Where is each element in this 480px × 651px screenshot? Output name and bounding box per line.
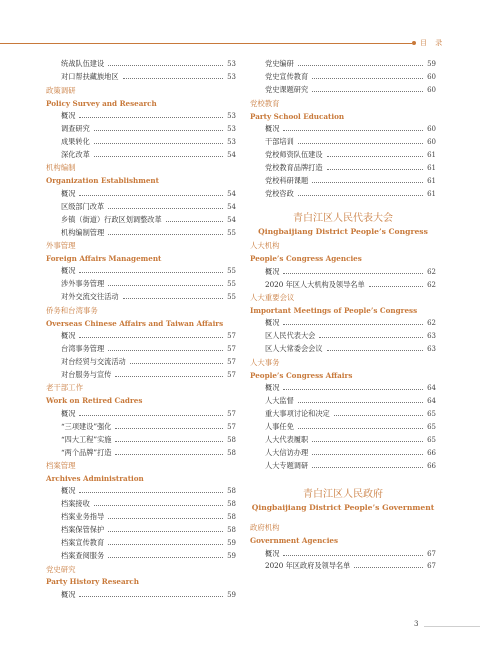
page-ref: 63	[427, 332, 436, 341]
entry-title: “三项建设”强化	[61, 421, 112, 431]
toc-entry[interactable]	[250, 395, 436, 408]
entry-title: 党史课题研究	[265, 85, 309, 95]
page-ref: 54	[227, 151, 236, 160]
entry-title: 对台经贸与交流活动	[61, 357, 126, 367]
running-header: 目 录	[420, 39, 446, 47]
dot-leader	[354, 566, 423, 568]
toc-entry[interactable]	[46, 123, 236, 136]
toc-entry[interactable]	[46, 291, 236, 304]
toc-entry[interactable]	[250, 330, 436, 343]
page-ref: 64	[427, 384, 436, 393]
dot-leader	[312, 466, 423, 468]
page-ref: 59	[427, 60, 436, 69]
dot-leader	[298, 64, 423, 66]
entry-title: 成果转化	[61, 137, 90, 147]
dot-leader	[94, 142, 223, 144]
dot-leader	[298, 142, 423, 144]
dot-leader	[94, 504, 223, 506]
dot-leader	[79, 414, 223, 416]
dot-leader	[283, 272, 423, 274]
entry-title: 台湾事务管理	[61, 344, 105, 354]
dot-leader	[327, 155, 424, 157]
dot-leader	[298, 401, 423, 403]
entry-title: 乡镇（街道）行政区划调整改革	[61, 214, 162, 224]
dot-leader	[298, 427, 423, 429]
page-ref: 55	[227, 280, 236, 289]
page-ref: 54	[227, 202, 236, 211]
entry-title: 人大监督	[265, 396, 294, 406]
entry-title: 人事任免	[265, 421, 294, 431]
page-ref: 55	[227, 228, 236, 237]
dot-leader	[312, 77, 423, 79]
dot-leader	[94, 129, 223, 131]
toc-entry[interactable]	[250, 58, 436, 71]
section-heading-zh: 机构编制	[46, 163, 76, 173]
part-heading-zh: 青白江区人民政府	[303, 489, 383, 501]
toc-entry[interactable]	[46, 71, 236, 84]
entry-title: 人大代表履职	[265, 434, 309, 444]
toc-entry[interactable]	[250, 420, 436, 433]
page-ref: 58	[227, 487, 236, 496]
entry-title: 人大信访办理	[265, 447, 309, 457]
section-heading-zh: 老干部工作	[46, 383, 83, 393]
toc-entry[interactable]	[46, 110, 236, 123]
dot-leader	[108, 543, 223, 545]
entry-title: 概况	[61, 188, 76, 198]
page-ref: 66	[427, 461, 436, 470]
page-ref: 58	[227, 435, 236, 444]
toc-entry[interactable]	[46, 369, 236, 382]
page-ref: 65	[427, 422, 436, 431]
dot-leader	[108, 207, 223, 209]
toc-entry[interactable]	[250, 446, 436, 459]
page-ref: 60	[427, 73, 436, 82]
toc-entry[interactable]	[46, 278, 236, 291]
dot-leader	[115, 440, 223, 442]
section-heading-zh: 政府机构	[250, 523, 280, 533]
toc-entry[interactable]	[250, 278, 436, 291]
page-ref: 55	[227, 267, 236, 276]
dot-leader	[130, 362, 223, 364]
entry-title: 档案接收	[61, 499, 90, 509]
dot-leader	[319, 336, 423, 338]
section-heading-en: Government Agencies	[250, 536, 339, 546]
toc-entry[interactable]	[250, 382, 436, 395]
section-heading-en: Party History Research	[46, 577, 140, 587]
dot-leader	[79, 194, 223, 196]
page-number: 3	[414, 620, 419, 628]
dot-leader	[166, 220, 223, 222]
section-heading-en: Policy Survey and Research	[46, 98, 157, 108]
entry-title: 2020 年区政府及领导名单	[265, 561, 351, 571]
toc-entry[interactable]	[46, 498, 236, 511]
header-rule	[0, 43, 412, 44]
dot-leader	[108, 233, 223, 235]
entry-title: 区级部门改革	[61, 201, 105, 211]
page-ref: 53	[227, 60, 236, 69]
page-ref: 61	[427, 176, 436, 185]
dot-leader	[327, 168, 424, 170]
part-heading-en: Qingbaijiang District People’s Congress	[258, 227, 428, 237]
page-ref: 58	[227, 448, 236, 457]
dot-leader	[79, 336, 223, 338]
dot-leader	[108, 349, 223, 351]
page-ref: 60	[427, 138, 436, 147]
dot-leader	[79, 491, 223, 493]
dot-leader	[94, 155, 223, 157]
toc-entry[interactable]	[46, 213, 236, 226]
toc-entry[interactable]	[250, 123, 436, 136]
section-heading-en: Work on Retired Cadres	[46, 396, 143, 406]
page-ref: 58	[227, 526, 236, 535]
entry-title: 区人大常委会会议	[265, 344, 323, 354]
toc-entry[interactable]	[46, 550, 236, 563]
toc-entry[interactable]	[250, 149, 436, 162]
page-ref: 61	[427, 189, 436, 198]
toc-entry[interactable]	[46, 407, 236, 420]
entry-title: 概况	[61, 408, 76, 418]
dot-leader	[79, 116, 223, 118]
toc-entry[interactable]	[46, 226, 236, 239]
entry-title: 概况	[61, 589, 76, 599]
dot-leader	[108, 64, 223, 66]
entry-title: “四大工程”实施	[61, 434, 112, 444]
section-heading-zh: 党校教育	[250, 98, 280, 108]
entry-title: 党校师资队伍建设	[265, 150, 323, 160]
section-heading-zh: 党史研究	[46, 564, 76, 574]
section-heading-zh: 人大事务	[250, 357, 280, 367]
entry-title: 党史宣传教育	[265, 72, 309, 82]
page-ref: 67	[427, 549, 436, 558]
entry-title: 党校科研课题	[265, 175, 309, 185]
entry-title: 档案保管保护	[61, 525, 105, 535]
page-ref: 59	[227, 539, 236, 548]
toc-entry[interactable]	[250, 560, 436, 573]
section-heading-en: Organization Establishment	[46, 176, 159, 186]
section-heading-en: Overseas Chinese Affairs and Taiwan Affairs	[46, 318, 224, 328]
section-heading-zh: 外事管理	[46, 241, 76, 251]
dot-leader	[79, 271, 223, 273]
dot-leader	[327, 349, 424, 351]
dot-leader	[283, 388, 423, 390]
toc-entry[interactable]	[46, 187, 236, 200]
page-ref: 54	[227, 189, 236, 198]
page-ref: 62	[427, 267, 436, 276]
page-ref: 61	[427, 151, 436, 160]
page-ref: 53	[227, 112, 236, 121]
page-ref: 54	[227, 215, 236, 224]
dot-leader	[115, 375, 223, 377]
entry-title: 调查研究	[61, 124, 90, 134]
section-heading-en: People’s Congress Agencies	[250, 254, 362, 264]
entry-title: 机构编制管理	[61, 227, 105, 237]
dot-leader	[115, 427, 223, 429]
toc-entry[interactable]	[46, 330, 236, 343]
page-ref: 60	[427, 125, 436, 134]
entry-title: 区人民代表大会	[265, 331, 316, 341]
entry-title: 概况	[61, 266, 76, 276]
page-ref: 61	[427, 163, 436, 172]
dot-leader	[108, 556, 223, 558]
page-ref: 57	[227, 370, 236, 379]
dot-leader	[334, 414, 423, 416]
dot-leader	[369, 285, 423, 287]
entry-title: 档案业务指导	[61, 512, 105, 522]
section-heading-en: Foreign Affairs Management	[46, 254, 162, 264]
page-ref: 59	[227, 590, 236, 599]
page-ref: 53	[227, 138, 236, 147]
page-ref: 60	[427, 86, 436, 95]
toc-entry[interactable]	[46, 588, 236, 601]
entry-title: 概况	[61, 486, 76, 496]
page-ref: 58	[227, 500, 236, 509]
entry-title: 档案宣传教育	[61, 538, 105, 548]
entry-title: 对外交流交往活动	[61, 292, 119, 302]
dot-leader	[123, 77, 224, 79]
entry-title: 2020 年区人大机构及领导名单	[265, 279, 365, 289]
section-heading-en: People’s Congress Affairs	[250, 370, 353, 380]
dot-leader	[108, 517, 223, 519]
dot-leader	[312, 181, 423, 183]
section-heading-en: Archives Administration	[46, 473, 144, 483]
section-heading-en: Party School Education	[250, 111, 345, 121]
toc-entry[interactable]	[46, 446, 236, 459]
dot-leader	[283, 129, 423, 131]
section-heading-zh: 侨务和台湾事务	[46, 305, 98, 315]
dot-leader	[79, 595, 223, 597]
toc-entry[interactable]	[46, 356, 236, 369]
page-ref: 58	[227, 513, 236, 522]
section-heading-en: Important Meetings of People’s Congress	[250, 305, 418, 315]
page-ref: 65	[427, 435, 436, 444]
entry-title: 干部培训	[265, 137, 294, 147]
dot-leader	[312, 90, 423, 92]
toc-entry[interactable]	[250, 459, 436, 472]
toc-entry[interactable]	[46, 149, 236, 162]
dot-leader	[283, 323, 423, 325]
dot-leader	[283, 554, 423, 556]
page-ref: 57	[227, 409, 236, 418]
footer-rule	[424, 626, 480, 627]
page-ref: 67	[427, 562, 436, 571]
toc-entry[interactable]	[46, 58, 236, 71]
page-ref: 57	[227, 422, 236, 431]
toc-entry[interactable]	[250, 187, 436, 200]
toc-entry[interactable]	[250, 84, 436, 97]
part-heading-zh: 青白江区人民代表大会	[293, 213, 393, 225]
toc-entry[interactable]	[46, 485, 236, 498]
entry-title: 概况	[61, 331, 76, 341]
dot-leader	[123, 297, 224, 299]
toc-entry[interactable]	[250, 162, 436, 175]
toc-entry[interactable]	[46, 537, 236, 550]
toc-entry[interactable]	[46, 433, 236, 446]
page-ref: 63	[427, 345, 436, 354]
page-ref: 57	[227, 332, 236, 341]
entry-title: 概况	[265, 124, 280, 134]
entry-title: 深化改革	[61, 150, 90, 160]
entry-title: 对口帮扶藏族地区	[61, 72, 119, 82]
toc-entry[interactable]	[46, 420, 236, 433]
entry-title: 概况	[61, 111, 76, 121]
page-ref: 57	[227, 345, 236, 354]
toc-entry[interactable]	[250, 343, 436, 356]
section-heading-zh: 档案管理	[46, 461, 76, 471]
entry-title: 档案查阅服务	[61, 551, 105, 561]
entry-title: 涉外事务管理	[61, 279, 105, 289]
part-heading-en: Qingbaijiang District People’s Government	[251, 503, 435, 513]
page-ref: 62	[427, 280, 436, 289]
page-ref: 55	[227, 293, 236, 302]
entry-title: 党史编研	[265, 59, 294, 69]
header-rule-dot	[412, 41, 416, 45]
toc-entry[interactable]	[46, 343, 236, 356]
dot-leader	[298, 194, 423, 196]
page-ref: 62	[427, 319, 436, 328]
dot-leader	[108, 284, 223, 286]
page-ref: 66	[427, 448, 436, 457]
toc-entry[interactable]	[250, 433, 436, 446]
page-ref: 64	[427, 397, 436, 406]
spacer	[250, 472, 436, 482]
entry-title: 概况	[265, 548, 280, 558]
toc-entry[interactable]	[250, 71, 436, 84]
toc-entry[interactable]	[250, 317, 436, 330]
page-ref: 57	[227, 358, 236, 367]
entry-title: 重大事项讨论和决定	[265, 408, 330, 418]
page-ref: 65	[427, 409, 436, 418]
page-ref: 53	[227, 73, 236, 82]
toc-entry[interactable]	[250, 265, 436, 278]
section-heading-zh: 政策调研	[46, 85, 76, 95]
toc-entry[interactable]	[250, 174, 436, 187]
toc-entry[interactable]	[46, 136, 236, 149]
entry-title: 人大专题调研	[265, 460, 309, 470]
toc-entry[interactable]	[250, 547, 436, 560]
page-ref: 59	[227, 552, 236, 561]
toc-entry[interactable]	[46, 200, 236, 213]
entry-title: 党校咨政	[265, 188, 294, 198]
toc-left-column	[46, 58, 236, 601]
toc-entry[interactable]	[46, 265, 236, 278]
page-ref: 53	[227, 125, 236, 134]
toc-right-column	[250, 58, 436, 573]
toc-entry[interactable]	[250, 408, 436, 421]
dot-leader	[312, 440, 423, 442]
section-heading-zh: 人大重要会议	[250, 293, 295, 303]
entry-title: 对台服务与宣传	[61, 369, 112, 379]
entry-title: 概况	[265, 383, 280, 393]
dot-leader	[312, 453, 423, 455]
toc-entry[interactable]	[250, 136, 436, 149]
dot-leader	[115, 453, 223, 455]
dot-leader	[108, 530, 223, 532]
entry-title: 概况	[265, 318, 280, 328]
toc-entry[interactable]	[46, 524, 236, 537]
toc-entry[interactable]	[46, 511, 236, 524]
entry-title: 党校教育品牌打造	[265, 162, 323, 172]
section-heading-zh: 人大机构	[250, 241, 280, 251]
entry-title: 概况	[265, 266, 280, 276]
entry-title: 统战队伍建设	[61, 59, 105, 69]
entry-title: “两个品牌”打造	[61, 447, 112, 457]
